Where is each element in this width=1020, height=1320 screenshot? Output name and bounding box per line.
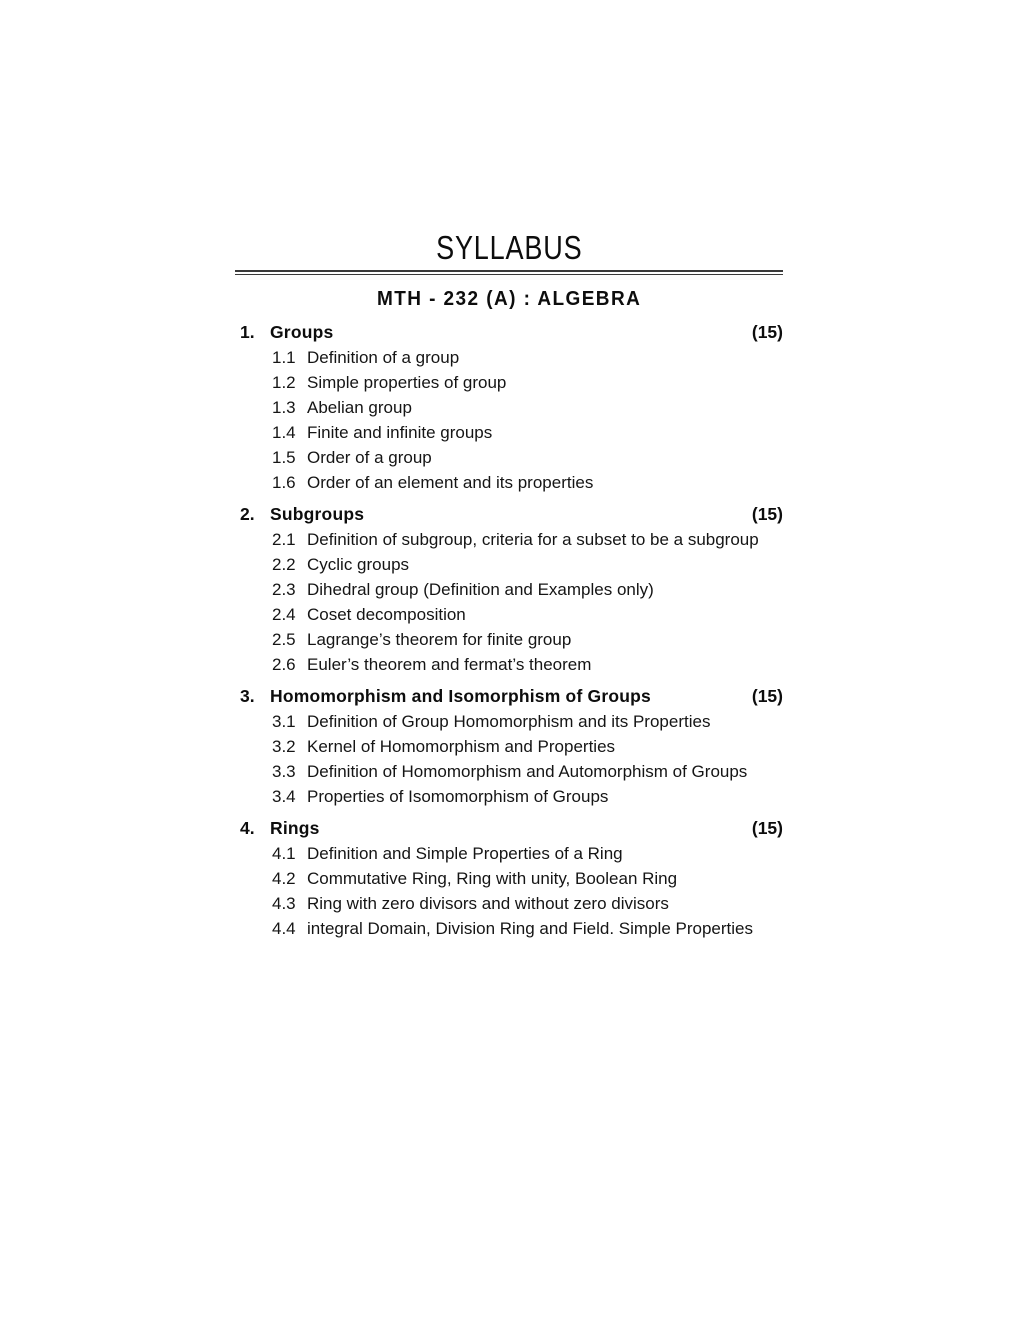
syllabus-item <box>272 866 783 891</box>
item-number: 2.1 <box>272 530 296 549</box>
item-number: 2.3 <box>272 580 296 599</box>
item-number: 1.5 <box>272 448 296 467</box>
syllabus-item <box>272 370 783 395</box>
item-text: Simple properties of group <box>307 373 507 392</box>
syllabus-item <box>272 445 783 470</box>
section-items <box>235 841 783 941</box>
sections <box>235 320 783 941</box>
item-text: Euler’s theorem and fermat’s theorem <box>307 655 592 674</box>
item-text: Order of an element and its properties <box>307 473 594 492</box>
item-text: Finite and infinite groups <box>307 423 493 442</box>
syllabus-item <box>272 420 783 445</box>
syllabus-item <box>272 916 783 941</box>
syllabus-item <box>272 652 783 677</box>
section-marks: (15) <box>751 322 783 342</box>
item-number: 1.1 <box>272 348 296 367</box>
section-items <box>235 345 783 495</box>
item-text: Dihedral group (Definition and Examples only) <box>307 580 654 599</box>
section-title: Homomorphism and Isomorphism of Groups <box>270 686 651 706</box>
syllabus-item <box>272 784 783 809</box>
section-number: 4. <box>240 818 255 838</box>
item-text: Definition of subgroup, criteria for a subset to be a subgroup <box>307 530 759 549</box>
syllabus-item <box>272 552 783 577</box>
item-text: Kernel of Homomorphism and Properties <box>307 737 616 756</box>
item-number: 4.2 <box>272 869 296 888</box>
item-number: 3.1 <box>272 712 296 731</box>
syllabus-item <box>272 470 783 495</box>
section-header <box>235 502 783 527</box>
section-marks: (15) <box>751 686 783 706</box>
item-text: Coset decomposition <box>307 605 466 624</box>
subject-heading-text: MTH - 232 (A) : ALGEBRA <box>376 288 642 310</box>
syllabus-item <box>272 627 783 652</box>
item-number: 1.4 <box>272 423 296 442</box>
syllabus-item <box>272 395 783 420</box>
section-title: Subgroups <box>270 504 365 524</box>
item-text: Cyclic groups <box>307 555 410 574</box>
syllabus-item <box>272 759 783 784</box>
syllabus-section <box>235 816 783 941</box>
syllabus-page <box>235 0 783 941</box>
section-marks: (15) <box>751 818 783 838</box>
item-text: Abelian group <box>307 398 412 417</box>
section-number: 3. <box>240 686 255 706</box>
title-divider <box>235 270 783 275</box>
item-number: 1.6 <box>272 473 296 492</box>
section-header <box>235 320 783 345</box>
item-number: 3.2 <box>272 737 296 756</box>
syllabus-item <box>272 602 783 627</box>
section-marks: (15) <box>751 504 783 524</box>
item-number: 3.3 <box>272 762 296 781</box>
item-text: Definition of a group <box>307 348 460 367</box>
syllabus-item <box>272 345 783 370</box>
item-text: Lagrange’s theorem for finite group <box>307 630 572 649</box>
item-number: 1.3 <box>272 398 296 417</box>
syllabus-item <box>272 577 783 602</box>
item-text: Properties of Isomomorphism of Groups <box>307 787 609 806</box>
section-header <box>235 684 783 709</box>
section-items <box>235 709 783 809</box>
section-number: 1. <box>240 322 255 342</box>
item-number: 4.3 <box>272 894 296 913</box>
item-text: Definition and Simple Properties of a Ring <box>307 844 623 863</box>
page-title-text: SYLLABUS <box>435 229 583 266</box>
section-title: Rings <box>270 818 320 838</box>
item-number: 2.6 <box>272 655 296 674</box>
syllabus-item <box>272 527 783 552</box>
section-number: 2. <box>240 504 255 524</box>
item-number: 2.2 <box>272 555 296 574</box>
item-number: 2.4 <box>272 605 296 624</box>
syllabus-item <box>272 734 783 759</box>
item-number: 2.5 <box>272 630 296 649</box>
section-header <box>235 816 783 841</box>
syllabus-item <box>272 841 783 866</box>
subject-heading <box>235 288 783 310</box>
item-text: Order of a group <box>307 448 432 467</box>
item-number: 4.1 <box>272 844 296 863</box>
item-text: Definition of Homomorphism and Automorphism of Groups <box>307 762 748 781</box>
syllabus-section <box>235 502 783 677</box>
item-text: Commutative Ring, Ring with unity, Boolean Ring <box>307 869 678 888</box>
item-text: Ring with zero divisors and without zero divisors <box>307 894 669 913</box>
syllabus-item <box>272 891 783 916</box>
syllabus-section <box>235 684 783 809</box>
syllabus-section <box>235 320 783 495</box>
item-number: 4.4 <box>272 919 296 938</box>
item-text: integral Domain, Division Ring and Field. Simple Properties <box>307 919 753 938</box>
section-title: Groups <box>270 322 334 342</box>
section-items <box>235 527 783 677</box>
item-number: 3.4 <box>272 787 296 806</box>
item-number: 1.2 <box>272 373 296 392</box>
page-title <box>235 229 783 266</box>
syllabus-item <box>272 709 783 734</box>
item-text: Definition of Group Homomorphism and its Properties <box>307 712 711 731</box>
